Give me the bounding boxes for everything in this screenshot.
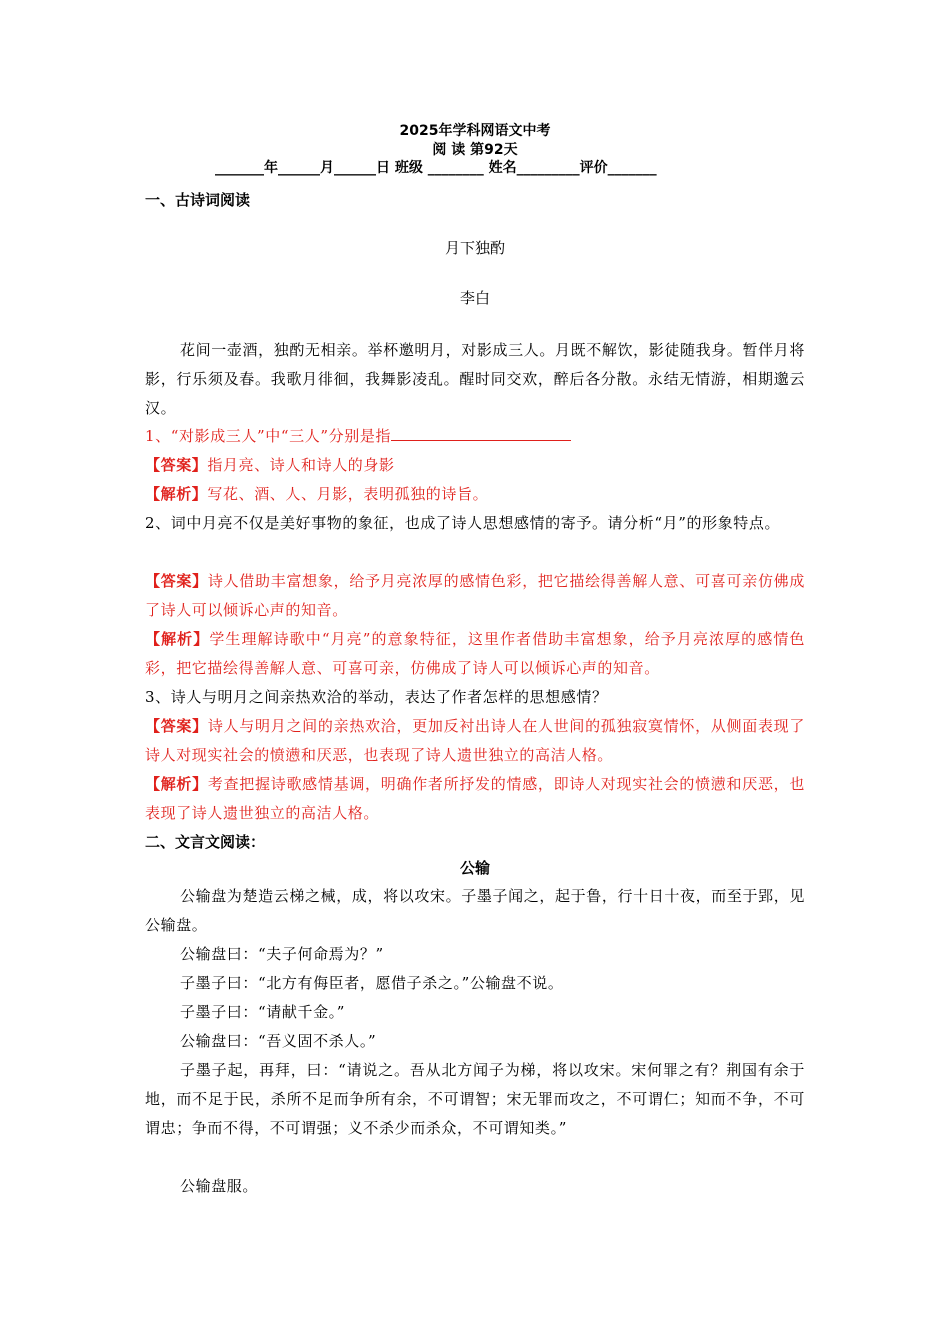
question-3-analysis — [145, 770, 805, 828]
analysis-tag: 【解析】 — [145, 485, 208, 503]
answer-text: 诗人借助丰富想象，给予月亮浓厚的感情色彩，把它描绘得善解人意、可喜可亲仿佛成了诗人可以倾诉心声的知音。 — [145, 572, 805, 619]
poem-title: 月下独酌 — [444, 239, 505, 257]
passage-paragraph-3: 子墨子曰：“北方有侮臣者，愿借子杀之。”公输盘不说。 — [180, 974, 564, 992]
question-3-answer — [145, 712, 805, 770]
passage-paragraph-7: 公输盘服。 — [180, 1177, 259, 1195]
passage-title: 公输 — [459, 859, 490, 877]
question-1-text: 1、“对影成三人”中“三人”分别是指 — [145, 427, 392, 445]
question-1-analysis — [145, 480, 805, 509]
analysis-text: 考查把握诗歌感情基调，明确作者所抒发的情感，即诗人对现实社会的愤懑和厌恶，也表现了诗人遗世独立的高洁人格。 — [145, 775, 805, 822]
answer-tag: 【答案】 — [145, 572, 208, 590]
question-2-answer — [145, 567, 805, 625]
poem-author: 李白 — [459, 289, 490, 307]
passage-paragraph-1: 公输盘为楚造云梯之械，成，将以攻宋。子墨子闻之，起于鲁，行十日十夜，而至于郢，见公输盘。 — [145, 887, 805, 934]
analysis-tag: 【解析】 — [145, 775, 208, 793]
question-3: 3、诗人与明月之间亲热欢洽的举动，表达了作者怎样的思想感情？ — [145, 688, 608, 706]
document-title: 2025年学科网语文中考 — [399, 123, 551, 139]
answer-tag: 【答案】 — [145, 456, 208, 474]
document-subtitle: 阅 读 第92天 — [432, 142, 518, 158]
passage-paragraph-6: 子墨子起，再拜，曰：“请说之。吾从北方闻子为梯，将以攻宋。宋何罪之有？荆国有余于地，而不足于民，杀所不足而争所有余，不可谓智；宋无罪而攻之，不可谓仁；知而不争，不可谓忠；争而不得，不可谓强；义不杀少而杀众，不可谓知类。” — [145, 1061, 805, 1137]
question-1 — [145, 422, 805, 451]
answer-tag: 【答案】 — [145, 717, 208, 735]
analysis-text: 写花、酒、人、月影，表明孤独的诗旨。 — [207, 485, 489, 503]
answer-text: 指月亮、诗人和诗人的身影 — [207, 456, 395, 474]
passage-paragraph-5: 公输盘曰：“吾义固不杀人。” — [180, 1032, 377, 1050]
analysis-tag: 【解析】 — [145, 630, 210, 648]
poem-text: 花间一壶酒，独酌无相亲。举杯邀明月，对影成三人。月既不解饮，影徒随我身。暂伴月将影，行乐须及春。我歌月徘徊，我舞影凌乱。醒时同交欢，醉后各分散。永结无情游，相期邈云汉。 — [145, 341, 805, 417]
analysis-text: 学生理解诗歌中“月亮”的意象特征，这里作者借助丰富想象，给予月亮浓厚的感情色彩，把它描绘得善解人意、可喜可亲，仿佛成了诗人可以倾诉心声的知音。 — [145, 630, 806, 677]
answer-blank-line — [391, 425, 571, 441]
section-heading-poetry: 一、古诗词阅读 — [145, 191, 251, 209]
question-2-analysis — [145, 625, 805, 683]
student-info-row: _______年______月______日 班级 ________ 姓名_________评价_______ — [215, 160, 657, 176]
document-header — [0, 122, 950, 160]
passage-paragraph-4: 子墨子曰：“请献千金。” — [180, 1003, 346, 1021]
passage-paragraph-2: 公输盘曰：“夫子何命焉为？” — [180, 945, 384, 963]
section-heading-classical: 二、文言文阅读： — [145, 833, 266, 851]
question-1-answer — [145, 451, 805, 480]
answer-text: 诗人与明月之间的亲热欢洽，更加反衬出诗人在人世间的孤独寂寞情怀，从侧面表现了诗人对现实社会的愤懑和厌恶，也表现了诗人遗世独立的高洁人格。 — [145, 717, 805, 764]
question-2: 2、词中月亮不仅是美好事物的象征，也成了诗人思想感情的寄予。请分析“月”的形象特点。 — [145, 514, 781, 532]
